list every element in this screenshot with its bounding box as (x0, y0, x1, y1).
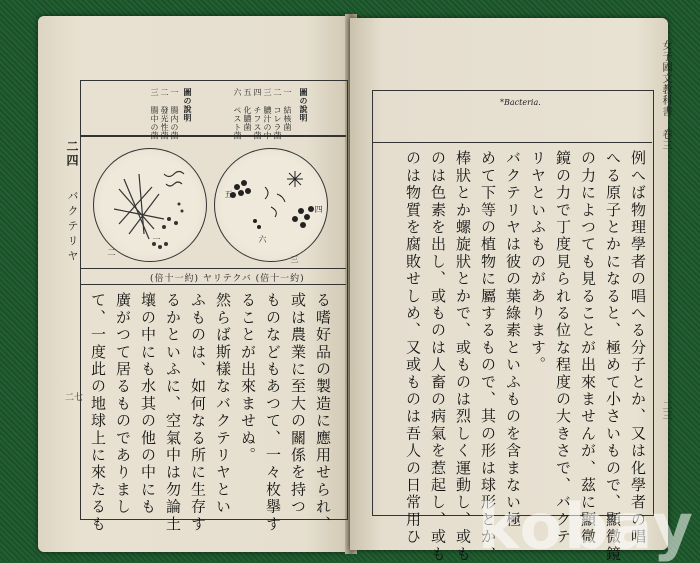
left-body-line-8: 壤の中にも水其の他の中にも (139, 292, 157, 516)
figure-caption-right-line-4: 四 チフス菌 (253, 88, 262, 140)
left-body-line-9: 廣がつて居るものでありまし (114, 292, 132, 516)
figure-label-3: 三 (290, 255, 299, 264)
right-body-line-8: 棒狀とか螺旋狀とかで、或ものは烈しく運動し、或も (454, 150, 472, 563)
left-body-line-2: 或は農業に至大の關係を持つ (289, 292, 307, 516)
figure-caption-left-line-3: 三 腸中の菌 (150, 88, 159, 140)
microscope-illustration-left (93, 148, 207, 262)
right-body-line-5: リヤといふものがあります。 (529, 150, 547, 374)
caption-divider (80, 135, 346, 137)
left-body-line-6: ふものは、如何なる所に生存す (189, 292, 207, 533)
left-running-title: バクテリヤ (66, 190, 79, 265)
footnote-rule (372, 142, 652, 143)
right-body-line-1: 例へば物理學者の唱へる分子とか、又は化學者の唱 (629, 150, 647, 546)
figure-bottom-rule (80, 268, 346, 269)
right-body-line-4: 鏡の力で丁度見られる位な程度の大きさで、バクテ (554, 150, 572, 546)
left-body-line-3: ものなどもあつて、一々枚擧す (264, 292, 282, 533)
right-body-line-9: のは色素を出し、或ものは人畜の病氣を惹起し、或も (429, 150, 447, 563)
microscope-illustration-right (214, 148, 328, 262)
right-body-line-2: へる原子とかになると、極めて小さいもので、顯微鏡 (604, 150, 622, 563)
figure-caption-title-right: 圖の說明 (299, 88, 309, 122)
left-body-line-4: ることが出來ませぬ。 (239, 292, 257, 464)
right-page-number: 二三 (660, 400, 671, 420)
left-body-line-1: る嗜好品の製造に應用せられ、 (314, 292, 332, 533)
figure-caption-right-line-5: 五 化膿菌 (243, 88, 252, 132)
magnification-note: (倍十一約) ヤリテクバ (倍十一約) (150, 274, 305, 284)
figure-caption-left-line-2: 二 發光性菌 (160, 88, 169, 140)
bacteria-cocci-drawing (215, 149, 327, 261)
bacteria-rods-drawing (94, 149, 206, 261)
right-body-line-10: のは物質を腐敗せしめ、又或ものは吾人の日常用ひ (404, 150, 422, 546)
figure-caption-right-line-6: 六 ペスト菌 (233, 88, 242, 140)
right-body-line-3: の力によつても見ることが出來ませんが、茲に顯微 (579, 150, 597, 546)
figure-caption-left-line-1: 一 腸内の菌 (170, 88, 179, 140)
figure-label-5: 五 (224, 190, 233, 199)
left-page-number: 二四 (65, 140, 79, 168)
left-margin-mark: 二七 (65, 393, 84, 403)
figure-label-1: 一 (152, 235, 161, 244)
magnification-rule (80, 284, 346, 285)
right-body-line-7: めて下等の植物に屬するもので、其の形は球形とか、 (479, 150, 497, 563)
figure-caption-right-line-2: 二 コレラ菌 (273, 88, 282, 140)
figure-label-6: 六 (258, 235, 267, 244)
footnote-bacteria: *Bacteria. (500, 98, 541, 107)
figure-caption-right-line-3: 三 膿汁の中 (263, 88, 272, 140)
left-body-line-7: るかといふに、空氣中は勿論土 (164, 292, 182, 533)
figure-caption-right-line-1: 一 結核菌 (283, 88, 292, 132)
right-running-title: 女子國文教科書 卷三 (660, 40, 671, 151)
figure-label-4: 四 (314, 205, 323, 214)
figure-label-2: 二 (107, 248, 116, 257)
left-body-line-5: 然らば斯樣なバクテリヤとい (214, 292, 232, 516)
right-body-line-6: バクテリヤは彼の葉綠素といふものを含まない極 (504, 150, 522, 529)
kobay-watermark: kobay (478, 490, 695, 563)
left-body-line-10: て、一度此の地球上に來たるも (89, 292, 107, 533)
figure-caption-title-left: 圖の說明 (183, 88, 193, 122)
